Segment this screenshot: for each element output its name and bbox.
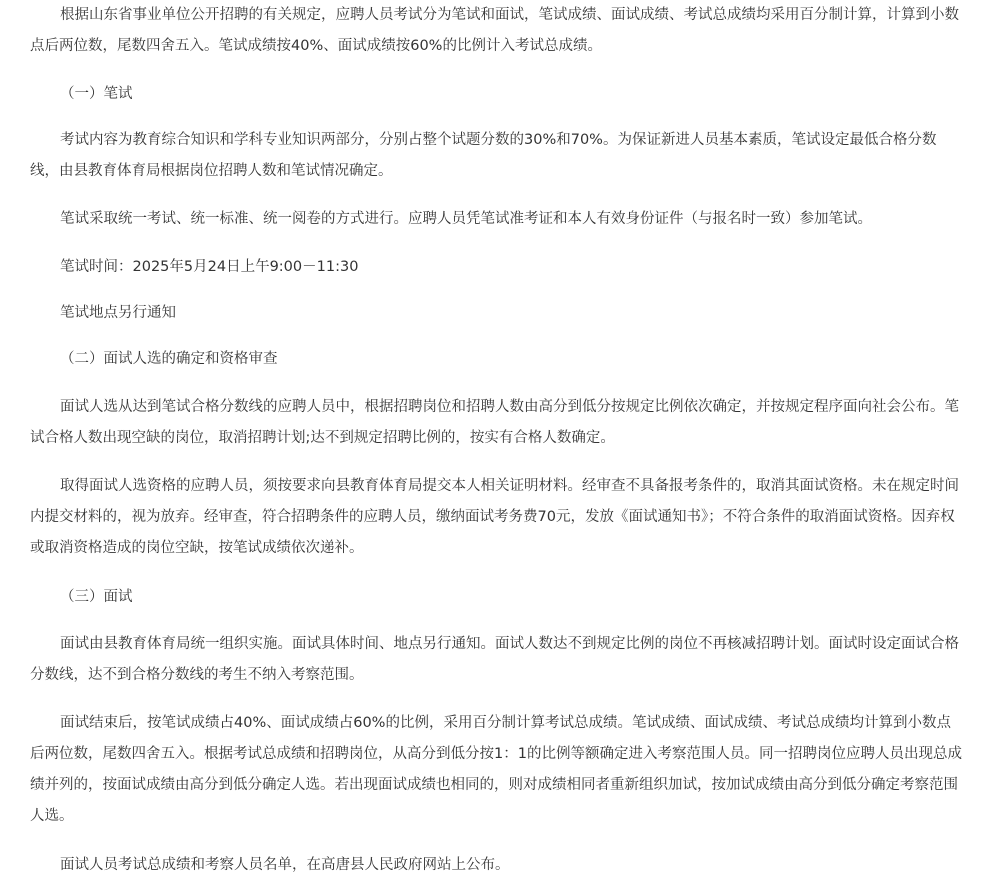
paragraph-score-rules: 根据山东省事业单位公开招聘的有关规定，应聘人员考试分为笔试和面试，笔试成绩、面试成绩、考试总成绩均采用百分制计算，计算到小数点后两位数，尾数四舍五入。笔试成绩按40%、面试成绩按60%的比例计入考试总成绩。 bbox=[30, 7, 959, 54]
section-heading-interview: （三）面试 bbox=[60, 589, 133, 605]
paragraph-exam-location: 笔试地点另行通知 bbox=[60, 305, 176, 321]
section-heading-interview-selection: （二）面试人选的确定和资格审查 bbox=[60, 351, 278, 367]
paragraph-exam-method: 笔试采取统一考试、统一标准、统一阅卷的方式进行。应聘人员凭笔试准考证和本人有效身份证件（与报名时一致）参加笔试。 bbox=[60, 211, 872, 227]
section-heading-written-exam: （一）笔试 bbox=[60, 86, 133, 102]
paragraph-interview-organization: 面试由县教育体育局统一组织实施。面试具体时间、地点另行通知。面试人数达不到规定比例的岗位不再核减招聘计划。面试时设定面试合格分数线，达不到合格分数线的考生不纳入考察范围。 bbox=[30, 636, 959, 683]
paragraph-publication: 面试人员考试总成绩和考察人员名单，在高唐县人民政府网站上公布。 bbox=[60, 857, 510, 873]
paragraph-qualification-review: 取得面试人选资格的应聘人员，须按要求向县教育体育局提交本人相关证明材料。经审查不具备报考条件的，取消其面试资格。未在规定时间内提交材料的，视为放弃。经审查，符合招聘条件的应聘人员，缴纳面试考务费70元，发放《面试通知书》；不符合条件的取消面试资格。因弃权或取消资格造成的岗位空缺，按笔试成绩依次递补。 bbox=[30, 478, 959, 556]
paragraph-exam-time: 笔试时间：2025年5月24日上午9:00－11:30 bbox=[60, 259, 359, 275]
paragraph-final-score: 面试结束后，按笔试成绩占40%、面试成绩占60%的比例，采用百分制计算考试总成绩。笔试成绩、面试成绩、考试总成绩均计算到小数点后两位数，尾数四舍五入。根据考试总成绩和招聘岗位，从高分到低分按1：1的比例等额确定进入考察范围人员。同一招聘岗位应聘人员出现总成绩并列的，按面试成绩由高分到低分确定人选。若出现面试成绩也相同的，则对成绩相同者重新组织加试，按加试成绩由高分到低分确定考察范围人选。 bbox=[30, 715, 962, 824]
paragraph-interview-selection: 面试人选从达到笔试合格分数线的应聘人员中，根据招聘岗位和招聘人数由高分到低分按规定比例依次确定，并按规定程序面向社会公布。笔试合格人数出现空缺的岗位，取消招聘计划;达不到规定招聘比例的，按实有合格人数确定。 bbox=[30, 399, 959, 446]
paragraph-exam-content: 考试内容为教育综合知识和学科专业知识两部分，分别占整个试题分数的30%和70%。为保证新进人员基本素质，笔试设定最低合格分数线，由县教育体育局根据岗位招聘人数和笔试情况确定。 bbox=[30, 132, 937, 179]
